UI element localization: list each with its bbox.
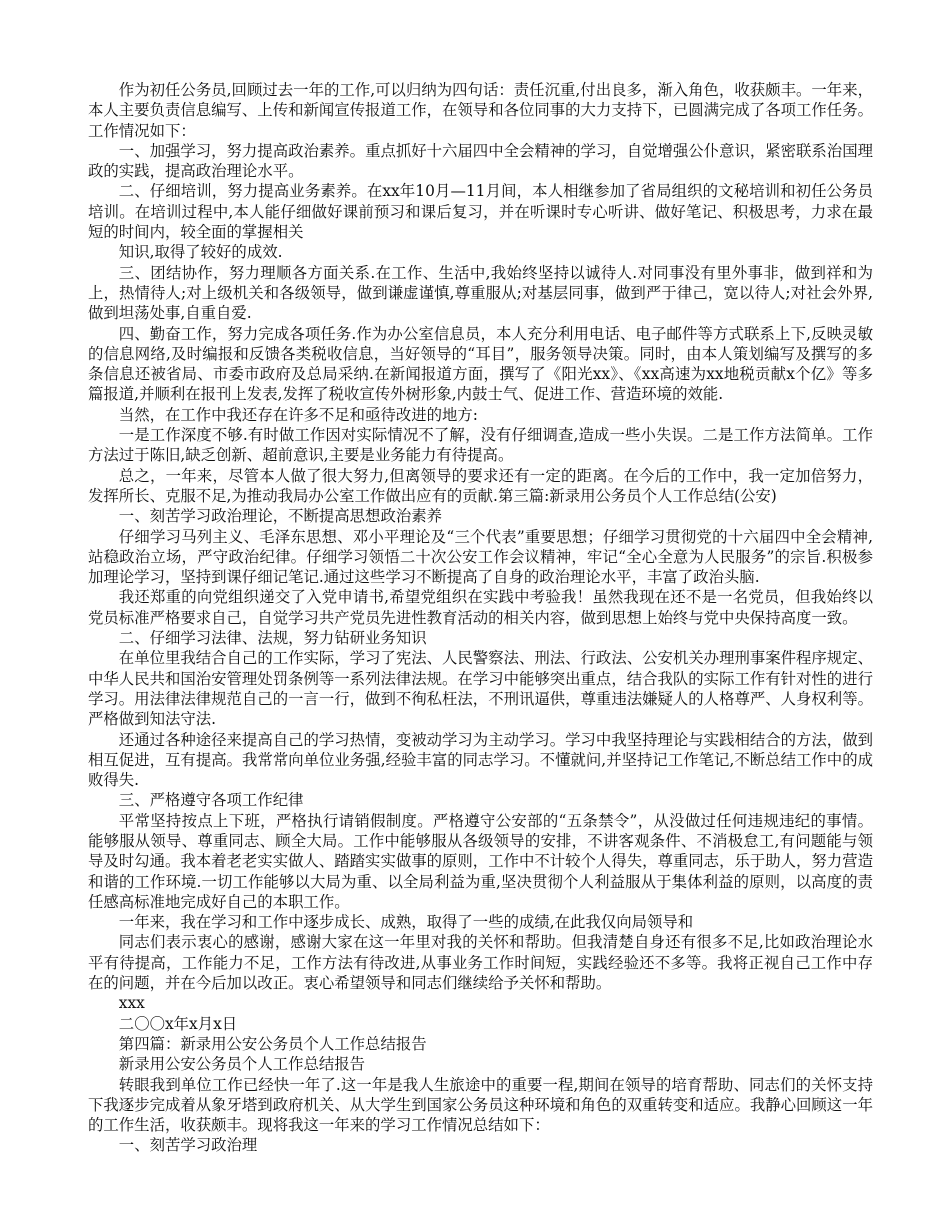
signature-name: xxx: [118, 994, 145, 1013]
conclusion-paragraph: 总之，一年来，尽管本人做了很大努力,但离领导的要求还有一定的距离。在今后的工作中，我一定加倍努力，发挥所长、克服不足,为推动我局办公室工作做出应有的贡献.第三篇:新录用公务员个人工作总结(公安): [88, 466, 873, 505]
heading-law-study: 二、仔细学习法律、法规，努力钻研业务知识: [118, 629, 427, 648]
report-section-one-heading: 一、刻苦学习政治理: [118, 1136, 258, 1155]
report-title: 新录用公安公务员个人工作总结报告: [118, 1055, 366, 1074]
discipline-paragraph: 平常坚持按点上下班，严格执行请销假制度。严格遵守公安部的“五条禁令”，从没做过任何违规违纪的事情。能够服从领导、尊重同志、顾全大局。工作中能够服从各级领导的安排，不讲客观条件、不消极怠工,有问题能与领导及时勾通。我本着老老实实做人、踏踏实实做事的原则，工作中不计较个人得失，尊重同志，乐于助人，努力营造和谐的工作环境.一切工作能够以大局为重、以全局利益为重,坚决贯彻个人利益服从于集体利益的原则，以高度的责任感高标准地完成好自己的本职工作。: [88, 811, 873, 911]
thanks-paragraph: 同志们表示衷心的感谢，感谢大家在这一年里对我的关怀和帮助。但我清楚自身还有很多不足,比如政治理论水平有待提高，工作能力不足，工作方法有待改进,从事业务工作时间短，实践经验还不多等。我将正视自己工作中存在的问题，并在今后加以改正。衷心希望领导和同志们继续给予关怀和帮助。: [88, 933, 873, 993]
document-body: [88, 80, 873, 1156]
report-intro-paragraph: 转眼我到单位工作已经快一年了.这一年是我人生旅途中的重要一程,期间在领导的培育帮助、同志们的关怀支持下我逐步完成着从象牙塔到政府机关、从大学生到国家公务员这种环境和角色的双重转变和适应。我静心回顾这一年的工作生活，收获颇丰。现将我这一年来的学习工作情况总结如下：: [88, 1075, 873, 1135]
section-two-training: 二、仔细培训，努力提高业务素养。在xx年10月—11月间，本人相继参加了省局组织的文秘培训和初任公务员培训。在培训过程中,本人能仔细做好课前预习和课后复习，并在听课时专心听讲、做好笔记、积极思考，力求在最短的时间内，较全面的掌握相关: [88, 182, 873, 242]
signature-date: 二〇〇x年x月x日: [118, 1014, 238, 1033]
section-three-cooperation: 三、团结协作，努力理顺各方面关系.在工作、生活中,我始终坚持以诚待人.对同事没有里外事非，做到祥和为上，热情待人;对上级机关和各级领导，做到谦虚谨慎,尊重服从;对基层同事，做到严于律己，宽以待人;对社会外界,做到坦荡处事,自重自爱.: [88, 263, 873, 323]
year-summary-line: 一年来，我在学习和工作中逐步成长、成熟，取得了一些的成绩,在此我仅向局领导和: [118, 913, 694, 932]
part-four-heading: 第四篇：新录用公安公务员个人工作总结报告: [118, 1034, 427, 1053]
learning-methods-paragraph: 还通过各种途径来提高自己的学习热情，变被动学习为主动学习。学习中我坚持理论与实践相结合的方法，做到相互促进，互有提高。我常常向单位业务强,经验丰富的同志学习。不懂就问,并坚持记工作笔记,不断总结工作中的成败得失.: [88, 730, 873, 790]
law-study-paragraph: 在单位里我结合自己的工作实际，学习了宪法、人民警察法、刑法、行政法、公安机关办理刑事案件程序规定、中华人民共和国治安管理处罚条例等一系列法律法规。在学习中能够突出重点，结合我队的实际工作有针对性的进行学习。用法律法律规范自己的一言一行，做到不徇私枉法，不刑讯逼供，尊重违法嫌疑人的人格尊严、人身权利等。严格做到知法守法.: [88, 649, 873, 729]
intro-paragraph: 作为初任公务员,回顾过去一年的工作,可以归纳为四句话：责任沉重,付出良多，渐入角色，收获颇丰。一年来，本人主要负责信息编写、上传和新闻宣传报道工作，在领导和各位同事的大力支持下，已圆满完成了各项工作任务。工作情况如下：: [88, 81, 873, 140]
section-four-diligence: 四、勤奋工作，努力完成各项任务.作为办公室信息员，本人充分利用电话、电子邮件等方式联系上下,反映灵敏的信息网络,及时编报和反馈各类税收信息，当好领导的“耳目”，服务领导决策。同时，由本人策划编写及撰写的多条信息还被省局、市委市政府及总局采纳.在新闻报道方面，撰写了《阳光xx》、《xx高速为xx地税贡献x个亿》等多篇报道,并顺利在报刊上发表,发挥了税收宣传外树形象,内鼓士气、促进工作、营造环境的效能.: [88, 324, 873, 404]
heading-political-theory: 一、刻苦学习政治理论，不断提高思想政治素养: [118, 507, 443, 526]
shortcomings-intro: 当然，在工作中我还存在许多不足和亟待改进的地方:: [118, 405, 478, 424]
theory-study-paragraph: 仔细学习马列主义、毛泽东思想、邓小平理论及“三个代表”重要思想；仔细学习贯彻党的十六届四中全会精神,站稳政治立场，严守政治纪律。仔细学习领悟二十次公安工作会议精神，牢记“全心全意为人民服务”的宗旨.积极参加理论学习，坚持到课仔细记笔记.通过这些学习不断提高了自身的政治理论水平，丰富了政治头脑.: [88, 527, 873, 587]
heading-discipline: 三、严格遵守各项工作纪律: [118, 791, 304, 810]
party-application-paragraph: 我还郑重的向党组织递交了入党申请书,希望党组织在实践中考验我！虽然我现在还不是一名党员，但我始终以党员标准严格要求自己，自觉学习共产党员先进性教育活动的相关内容，做到思想上始终与党中央保持高度一致。: [88, 588, 873, 627]
section-one-study: 一、加强学习，努力提高政治素养。重点抓好十六届四中全会精神的学习，自觉增强公仆意识，紧密联系治国理政的实践，提高政治理论水平。: [88, 141, 873, 181]
training-result-line: 知识,取得了较好的成效.: [118, 243, 283, 262]
shortcomings-detail: 一是工作深度不够.有时做工作因对实际情况不了解，没有仔细调查,造成一些小失误。二是工作方法简单。工作方法过于陈旧,缺乏创新、超前意识,主要是业务能力有待提高。: [88, 426, 873, 465]
